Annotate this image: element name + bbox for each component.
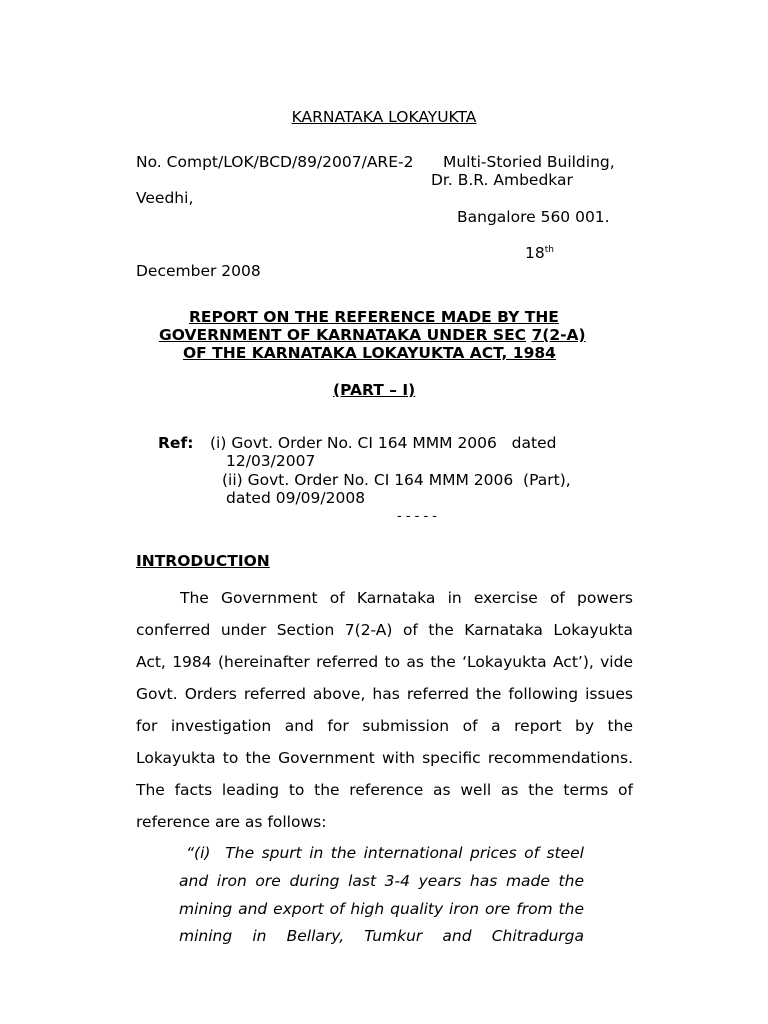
introduction-heading: INTRODUCTION bbox=[136, 552, 270, 570]
address-line-1: Multi-Storied Building, bbox=[443, 153, 615, 171]
address-line-4: Bangalore 560 001. bbox=[457, 208, 610, 226]
address-line-3: Veedhi, bbox=[136, 189, 194, 207]
address-line-2: Dr. B.R. Ambedkar bbox=[431, 171, 573, 189]
ref-label: Ref: bbox=[158, 434, 194, 452]
quote-line: and iron ore during last 3-4 years has made the bbox=[179, 872, 584, 890]
date-day bbox=[525, 246, 554, 262]
report-title-section: 7(2-A) bbox=[531, 326, 586, 344]
intro-line: reference are as follows: bbox=[136, 813, 327, 831]
intro-line: conferred under Section 7(2-A) of the Karnataka Lokayukta bbox=[136, 621, 633, 639]
intro-line: Act, 1984 (hereinafter referred to as the ‘Lokayukta Act’), vide bbox=[136, 653, 633, 671]
date-day-number: 18 bbox=[525, 244, 545, 262]
intro-line: Lokayukta to the Government with specific recommendations. bbox=[136, 749, 633, 767]
quote-line: mining in Bellary, Tumkur and Chitradurga bbox=[179, 927, 584, 945]
date-day-suffix: th bbox=[544, 245, 554, 255]
intro-line: The Government of Karnataka in exercise of powers bbox=[180, 589, 633, 607]
intro-line: for investigation and for submission of a report by the bbox=[136, 717, 633, 735]
report-title-line-3: OF THE KARNATAKA LOKAYUKTA ACT, 1984 bbox=[183, 344, 556, 362]
reference-number: No. Compt/LOK/BCD/89/2007/ARE-2 bbox=[136, 153, 414, 171]
report-title-line-2-text: GOVERNMENT OF KARNATAKA UNDER SEC bbox=[159, 326, 527, 344]
report-title-line-2 bbox=[159, 328, 586, 344]
intro-line: Govt. Orders referred above, has referred the following issues bbox=[136, 685, 633, 703]
intro-line: The facts leading to the reference as well as the terms of bbox=[136, 781, 633, 799]
quote-line: “(i) The spurt in the international prices of steel bbox=[186, 844, 584, 862]
report-title-line-1: REPORT ON THE REFERENCE MADE BY THE bbox=[189, 308, 559, 326]
date-month-year: December 2008 bbox=[136, 262, 261, 280]
ref-item-2-line-2: dated 09/09/2008 bbox=[226, 489, 366, 507]
quote-line: mining and export of high quality iron ore from the bbox=[179, 900, 584, 918]
report-part: (PART – I) bbox=[333, 381, 416, 399]
ref-item-1-line-2: 12/03/2007 bbox=[226, 452, 316, 470]
ref-item-2-line-1: (ii) Govt. Order No. CI 164 MMM 2006 (Part), bbox=[222, 471, 571, 489]
ref-item-1-line-1: (i) Govt. Order No. CI 164 MMM 2006 dated bbox=[210, 434, 557, 452]
ref-separator: - - - - - bbox=[397, 509, 437, 524]
document-heading: KARNATAKA LOKAYUKTA bbox=[291, 108, 477, 126]
